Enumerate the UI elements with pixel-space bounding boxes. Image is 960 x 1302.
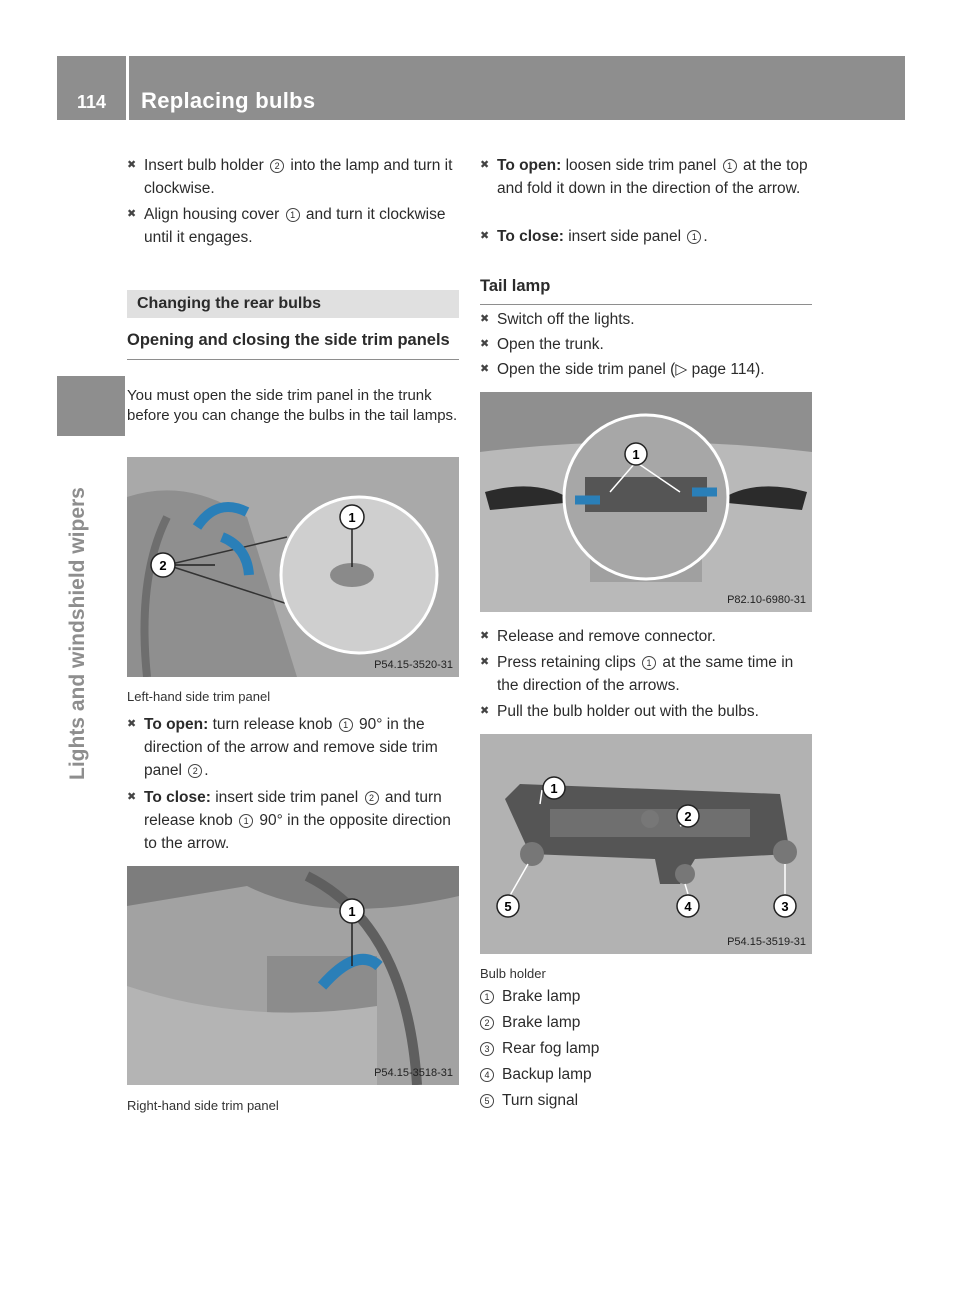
- callout-number: 2: [188, 764, 202, 778]
- tail-lamp-illustration: [480, 392, 812, 612]
- step-arrow-icon: ✖: [127, 718, 137, 730]
- step-arrow-icon: ✖: [127, 208, 137, 220]
- legend-item: 4 Backup lamp: [480, 1064, 592, 1086]
- step-open-trunk: ✖ Open the trunk.: [480, 333, 812, 356]
- step-open-side-trim: ✖ Open the side trim panel (▷ page 114).: [480, 358, 812, 381]
- step-pull-bulb-holder: ✖ Pull the bulb holder out with the bulbs.: [480, 700, 812, 723]
- svg-text:2: 2: [684, 809, 692, 824]
- callout-number: 1: [339, 718, 353, 732]
- figure-right-trim-panel: [127, 866, 459, 1085]
- step-arrow-icon: ✖: [480, 159, 490, 171]
- step-arrow-icon: ✖: [480, 656, 490, 668]
- step-left-open: ✖ To open: turn release knob 1 90° in the direction of the arrow and remove side trim panel 2 .: [127, 713, 459, 782]
- svg-text:1: 1: [550, 781, 558, 796]
- svg-text:1: 1: [632, 447, 640, 462]
- svg-text:3: 3: [781, 899, 789, 914]
- callout-number: 4: [480, 1068, 494, 1082]
- svg-text:1: 1: [348, 904, 356, 919]
- figure-code: P82.10-6980-31: [727, 594, 806, 606]
- legend-item: 2 Brake lamp: [480, 1012, 580, 1034]
- chapter-label: Lights and windshield wipers: [66, 487, 89, 780]
- legend-item: 1 Brake lamp: [480, 986, 580, 1008]
- subheading-side-trim: Opening and closing the side trim panels: [127, 330, 459, 360]
- left-trim-illustration: [127, 457, 459, 677]
- step-arrow-icon: ✖: [480, 630, 490, 642]
- figure-caption: Bulb holder: [480, 966, 546, 981]
- figure-caption: Right-hand side trim panel: [127, 1098, 279, 1113]
- step-arrow-icon: ✖: [127, 791, 137, 803]
- intro-paragraph: You must open the side trim panel in the trunk before you can change the bulbs in the tail lamps.: [127, 387, 458, 424]
- callout-number: 1: [642, 656, 656, 670]
- svg-text:2: 2: [159, 558, 167, 573]
- step-arrow-icon: ✖: [480, 230, 490, 242]
- callout-number: 1: [239, 814, 253, 828]
- figure-left-trim-panel: [127, 457, 459, 677]
- figure-tail-lamp: [480, 392, 812, 612]
- step-switch-off-lights: ✖ Switch off the lights.: [480, 308, 812, 331]
- step-arrow-icon: ✖: [127, 159, 137, 171]
- svg-text:4: 4: [684, 899, 692, 914]
- step-arrow-icon: ✖: [480, 363, 490, 375]
- step-arrow-icon: ✖: [480, 705, 490, 717]
- callout-number: 2: [365, 791, 379, 805]
- step-press-clips: ✖ Press retaining clips 1 at the same time in the direction of the arrows.: [480, 651, 812, 697]
- page-number: 114: [76, 92, 107, 112]
- callout-number: 3: [480, 1042, 494, 1056]
- svg-text:1: 1: [348, 510, 356, 525]
- figure-code: P54.15-3519-31: [727, 936, 806, 948]
- callout-number: 1: [286, 208, 300, 222]
- step-left-close: ✖ To close: insert side trim panel 2 and turn release knob 1 90° in the opposite direction to the arrow.: [127, 786, 459, 855]
- legend-item: 5 Turn signal: [480, 1090, 578, 1112]
- legend-item: 3 Rear fog lamp: [480, 1038, 599, 1060]
- step-align-housing-cover: ✖ Align housing cover 1 and turn it clockwise until it engages.: [127, 203, 459, 249]
- callout-number: 1: [723, 159, 737, 173]
- section-title: Changing the rear bulbs: [127, 290, 459, 318]
- callout-number: 2: [480, 1016, 494, 1030]
- step-insert-bulb-holder: ✖ Insert bulb holder 2 into the lamp and turn it clockwise.: [127, 154, 459, 200]
- callout-number: 1: [687, 230, 701, 244]
- step-arrow-icon: ✖: [480, 338, 490, 350]
- figure-code: P54.15-3518-31: [374, 1067, 453, 1079]
- callout-number: 2: [270, 159, 284, 173]
- step-arrow-icon: ✖: [480, 313, 490, 325]
- figure-caption: Left-hand side trim panel: [127, 689, 271, 704]
- chapter-tab: [57, 376, 125, 436]
- header-separator: [126, 56, 129, 120]
- right-trim-illustration: [127, 866, 459, 1085]
- page-title: Replacing bulbs: [141, 88, 316, 113]
- figure-bulb-holder: [480, 734, 812, 954]
- callout-number: 5: [480, 1094, 494, 1108]
- step-right-close: ✖ To close: insert side panel 1 .: [480, 225, 812, 248]
- step-release-connector: ✖ Release and remove connector.: [480, 625, 812, 648]
- figure-code: P54.15-3520-31: [374, 659, 453, 671]
- subheading-tail-lamp: Tail lamp: [480, 276, 812, 305]
- step-right-open: ✖ To open: loosen side trim panel 1 at the top and fold it down in the direction of the arrow.: [480, 154, 812, 200]
- bulb-holder-illustration: [480, 734, 812, 954]
- svg-text:5: 5: [504, 899, 512, 914]
- callout-number: 1: [480, 990, 494, 1004]
